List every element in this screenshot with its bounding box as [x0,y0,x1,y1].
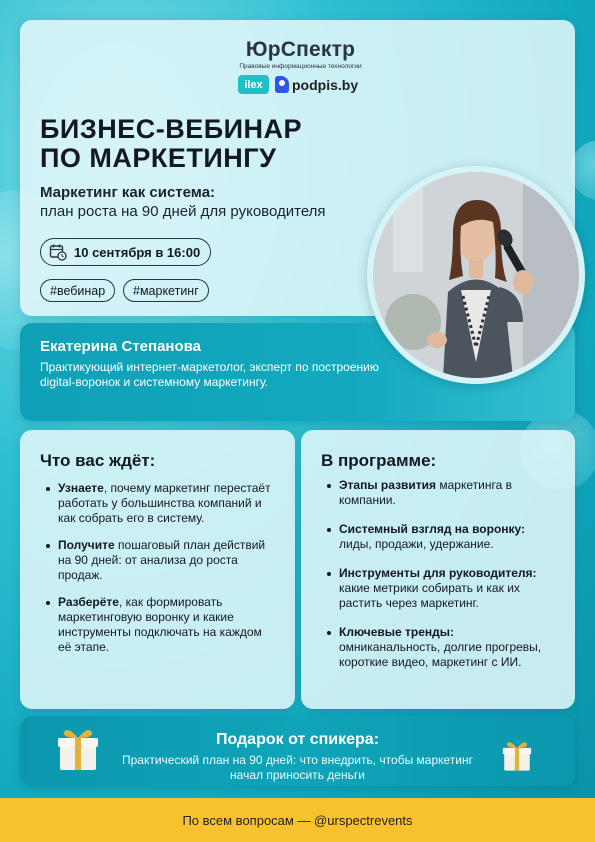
list-item: Инструменты для руководителя: какие метрики собирать и как их растить через маркетинг. [326,566,554,611]
calendar-clock-icon [49,243,67,261]
event-date: 10 сентября в 16:00 [74,244,201,260]
title-line-2: ПО МАРКЕТИНГУ [40,143,277,173]
title-line-1: БИЗНЕС-ВЕБИНАР [40,114,303,144]
program-list [326,478,554,684]
list-item: Ключевые тренды: омниканальность, долгие прогревы, короткие видео, маркетинг с ИИ. [326,625,554,670]
list-item: Получите пошаговый план действий на 90 дней: от анализа до роста продаж. [45,538,275,583]
tag-marketing: #маркетинг [123,279,209,302]
expect-title: Что вас ждёт: [40,451,156,470]
list-item: Системный взгляд на воронку: лиды, продажи, удержание. [326,522,554,552]
subtitle: план роста на 90 дней для руководителя [40,203,326,220]
page-title [40,115,370,173]
list-item: Разберёте, как формировать маркетинговую воронку и какие инструменты подключать на каждом её этапе. [45,595,275,655]
program-title: В программе: [321,451,437,470]
podpis-logo-text: podpis.by [292,76,359,93]
speaker-portrait-illustration [373,172,579,378]
tag-webinar: #вебинар [40,279,115,302]
footer-contact[interactable]: По всем вопросам — @urspectrevents [182,812,413,828]
podpis-logo [275,76,358,93]
podpis-mark-icon [275,76,289,93]
footer-bar [0,798,595,842]
ilex-logo: ilex [238,75,269,94]
brand-tagline: Правовые информационные технологии [239,63,362,70]
gift-title: Подарок от спикера: [215,731,380,748]
expect-list [45,481,275,667]
list-item: Узнаете, почему маркетинг перестаёт работать у большинства компаний и как собрать его в систему. [45,481,275,526]
speaker-photo [373,172,579,378]
brand-logo [0,38,595,70]
gift-text: Практический план на 90 дней: что внедрить, чтобы маркетинг начал приносить деньги [121,753,473,782]
partner-logos [238,75,358,94]
speaker-description: Практикующий интернет-маркетолог, эксперт по построению digital-воронок и системному маркетингу. [40,360,379,389]
subtitle-bold: Маркетинг как система: [40,184,216,201]
list-item: Этапы развития маркетинга в компании. [326,478,554,508]
date-badge [40,238,211,266]
speaker-photo-frame [367,166,585,384]
brand-name: ЮрСпектр [245,38,356,61]
speaker-name: Екатерина Степанова [40,338,202,355]
